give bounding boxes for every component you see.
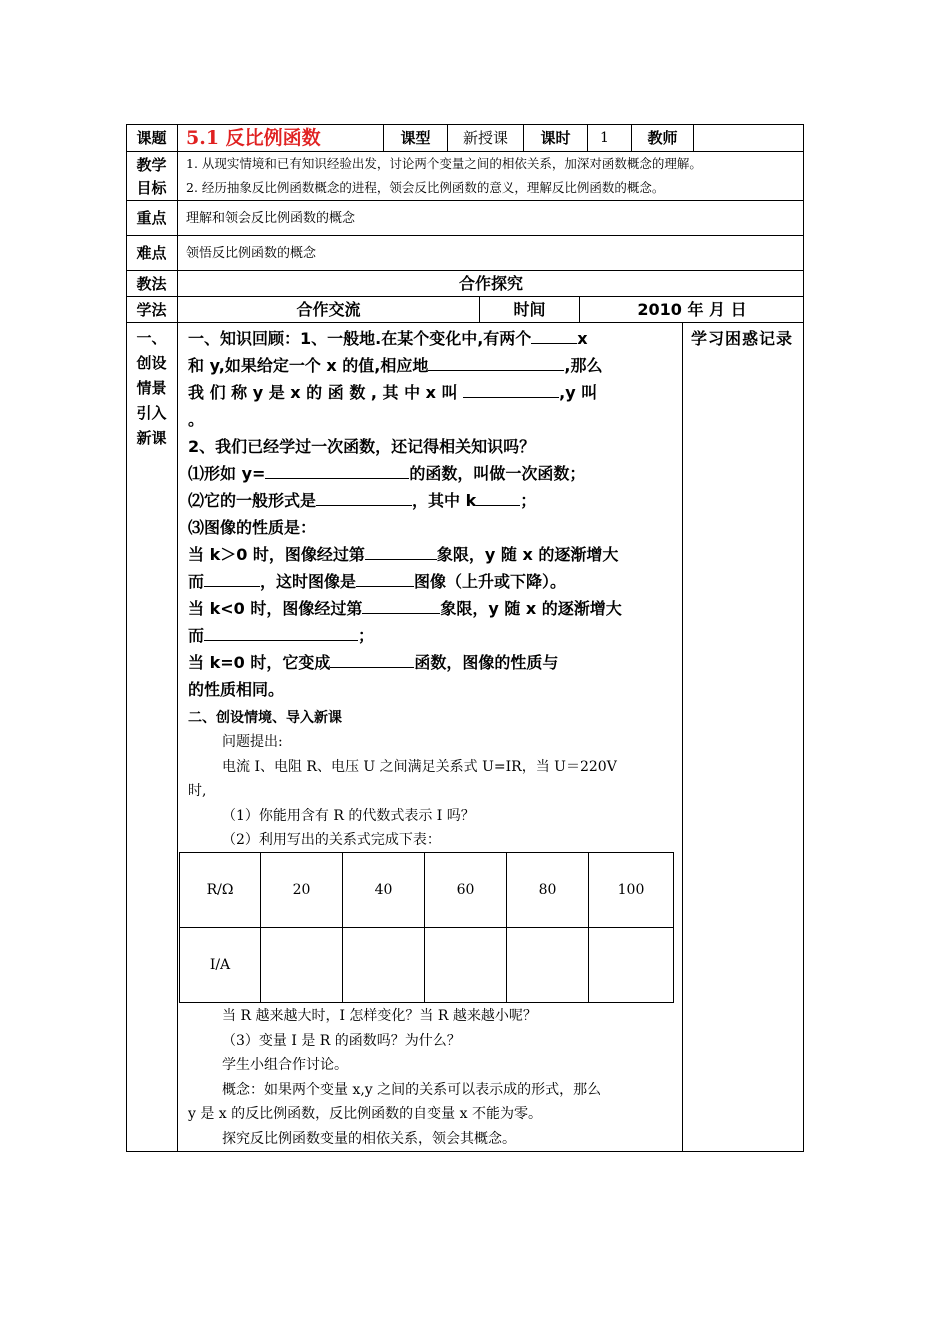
text: 的函数，叫做一次函数； [409, 464, 586, 483]
text: ； [358, 626, 375, 645]
side-label-line: 引入 [136, 404, 167, 422]
paragraph: 电流 I、电阻 R、电压 U 之间满足关系式 U=IR，当 U＝220V [222, 758, 617, 775]
text: 一、知识回顾：1、一般地.在某个变化中,有两个 [188, 329, 532, 348]
notes-label: 学习困惑记录 [691, 329, 794, 348]
table-cell: 40 [343, 853, 425, 928]
teacher-label: 教师 [632, 124, 694, 152]
table-cell [261, 928, 343, 1003]
blank [356, 568, 414, 587]
table-cell [589, 928, 674, 1003]
notes-column [683, 323, 804, 1152]
focus-label: 重点 [126, 201, 178, 236]
text: ，这时图像是 [260, 572, 357, 591]
paragraph: y 是 x 的反比例函数，反比例函数的自变量 x 不能为零。 [188, 1106, 542, 1122]
text: 图像（上升或下降）。 [414, 572, 567, 591]
table-cell: 20 [261, 853, 343, 928]
table-cell: 80 [507, 853, 589, 928]
review-line: ⑶图像的性质是： [188, 518, 317, 537]
text: ； [520, 491, 537, 510]
paragraph: 问题提出: [222, 734, 283, 750]
side-label-line: 新课 [136, 429, 167, 447]
text: 当 k<0 时，图像经过第 [188, 599, 363, 618]
review-line [188, 649, 678, 676]
review-line [188, 595, 678, 622]
blank [428, 352, 564, 371]
paragraph: 时, [188, 783, 207, 799]
table-row [180, 928, 674, 1003]
topic-value [178, 124, 384, 152]
topic-title: 5.1 反比例函数 [186, 127, 321, 149]
paragraph: （1）你能用含有 R 的代数式表示 I 吗？ [222, 807, 475, 824]
learning-method-label: 学法 [126, 297, 178, 323]
goal-item: 2. 经历抽象反比例函数概念的进程，领会反比例函数的意义，理解反比例函数的概念。 [186, 180, 665, 195]
paragraph: （3）变量 I 是 R 的函数吗？为什么？ [222, 1032, 461, 1049]
text: 函数，图像的性质与 [414, 653, 559, 672]
paragraph: （2）利用写出的关系式完成下表： [222, 832, 441, 848]
intro-section-continued [188, 1004, 678, 1151]
goal-item: 1. 从现实情境和已有知识经验出发，讨论两个变量之间的相依关系，加深对函数概念的理解。 [186, 156, 702, 171]
blank [463, 379, 559, 398]
paragraph: 学生小组合作讨论。 [222, 1057, 348, 1073]
blank [265, 460, 409, 479]
difficulty-value: 领悟反比例函数的概念 [178, 236, 804, 271]
table-cell: R/Ω [180, 853, 261, 928]
goals-label [126, 152, 178, 201]
review-line [188, 352, 678, 379]
teacher-value [694, 124, 804, 152]
goals-label-line2: 目标 [136, 179, 167, 197]
paragraph: 当 R 越来越大时，I 怎样变化？当 R 越来越小呢？ [222, 1008, 537, 1024]
review-line [188, 487, 678, 514]
review-line: 。 [188, 410, 205, 429]
review-line [188, 568, 678, 595]
hours-label: 课时 [524, 124, 588, 152]
text: ,y 叫 [559, 383, 598, 402]
review-section [188, 325, 678, 703]
side-label-line: 情景 [136, 379, 167, 397]
text: ，其中 k [412, 491, 477, 510]
table-cell [343, 928, 425, 1003]
teaching-method-label: 教法 [126, 271, 178, 297]
table-cell: 60 [425, 853, 507, 928]
side-label-line: 一、 [136, 329, 167, 347]
teaching-method-value: 合作探究 [178, 271, 804, 297]
focus-value: 理解和领会反比例函数的概念 [178, 201, 804, 236]
difficulty-label: 难点 [126, 236, 178, 271]
table-cell [507, 928, 589, 1003]
blank [316, 487, 412, 506]
paragraph: 探究反比例函数变量的相依关系，领会其概念。 [222, 1130, 516, 1147]
review-line [188, 460, 678, 487]
review-line: 2、我们已经学过一次函数，还记得相关知识吗？ [188, 437, 536, 456]
blank [204, 568, 260, 587]
time-label: 时间 [480, 297, 580, 323]
text: ,那么 [564, 356, 603, 375]
blank [204, 622, 358, 641]
text: ⑵它的一般形式是 [188, 491, 317, 510]
text: 我 们 称 y 是 x 的 函 数 , 其 中 x 叫 [188, 383, 458, 402]
blank [531, 325, 577, 344]
text: 而 [188, 572, 205, 591]
review-line: 的性质相同。 [188, 680, 285, 699]
side-label-line: 创设 [136, 354, 167, 372]
text: 象限，y 随 x 的逐渐增大 [436, 545, 619, 564]
text: ⑴形如 y= [188, 464, 266, 483]
type-label: 课型 [384, 124, 448, 152]
intro-section [188, 706, 678, 853]
table-cell: I/A [180, 928, 261, 1003]
review-line [188, 379, 678, 406]
date-value: 2010 年 月 日 [580, 297, 804, 323]
text: 而 [188, 626, 205, 645]
topic-label: 课题 [126, 124, 178, 152]
table-cell [425, 928, 507, 1003]
type-value: 新授课 [448, 124, 524, 152]
learning-method-value: 合作交流 [178, 297, 480, 323]
section-side-label [126, 323, 178, 1152]
text: 当 k＞0 时，图像经过第 [188, 545, 365, 564]
paragraph: 概念：如果两个变量 x,y 之间的关系可以表示成的形式，那么 [222, 1081, 602, 1098]
review-line [188, 622, 678, 649]
table-cell: 100 [589, 853, 674, 928]
blank [476, 487, 520, 506]
blank [365, 541, 437, 560]
text: 和 y,如果给定一个 x 的值,相应地 [188, 356, 429, 375]
resistance-table [179, 852, 674, 1003]
review-line [188, 325, 678, 352]
table-row [180, 853, 674, 928]
text: 当 k=0 时，它变成 [188, 653, 331, 672]
hours-value: 1 [588, 124, 632, 152]
text: 象限，y 随 x 的逐渐增大 [440, 599, 622, 618]
blank [330, 649, 414, 668]
blank [362, 595, 440, 614]
section-title: 二、创设情境、导入新课 [188, 710, 342, 726]
goals-label-line1: 教学 [136, 156, 167, 174]
review-line [188, 541, 678, 568]
goals-content [178, 152, 804, 201]
text: x [577, 329, 588, 348]
